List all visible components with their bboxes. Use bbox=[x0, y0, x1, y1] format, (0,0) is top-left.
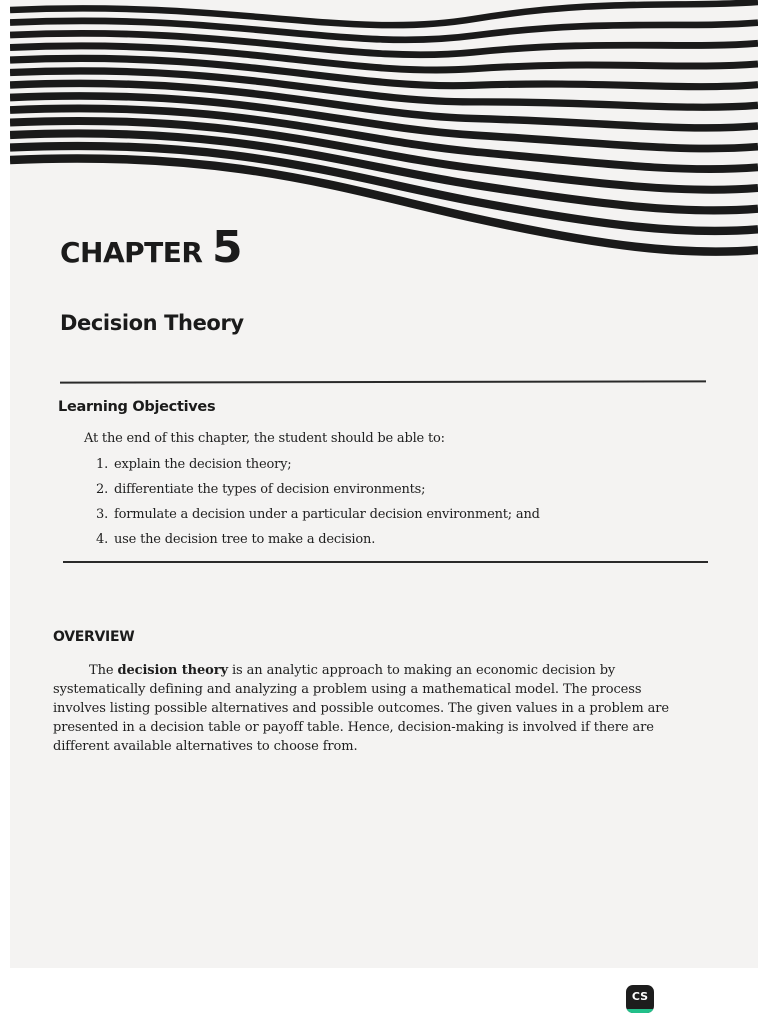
list-item bbox=[96, 532, 375, 547]
list-text: differentiate the types of decision environments; bbox=[114, 482, 426, 497]
key-term: decision theory bbox=[117, 663, 228, 678]
list-number: 3. bbox=[96, 507, 109, 522]
overview-heading: OVERVIEW bbox=[53, 629, 135, 645]
learning-objectives-intro: At the end of this chapter, the student should be able to: bbox=[84, 431, 445, 446]
overview-line: different available alternatives to choose from. bbox=[53, 739, 358, 754]
learning-objectives-heading: Learning Objectives bbox=[58, 399, 216, 415]
chapter-heading bbox=[60, 222, 243, 273]
chapter-title: Decision Theory bbox=[60, 311, 244, 335]
overview-line: systematically defining and analyzing a problem using a mathematical model. The process bbox=[53, 682, 642, 697]
list-text: formulate a decision under a particular decision environment; and bbox=[114, 507, 540, 522]
list-number: 1. bbox=[96, 457, 109, 472]
list-text: explain the decision theory; bbox=[114, 457, 292, 472]
divider bbox=[63, 561, 708, 563]
camscanner-icon bbox=[626, 985, 654, 1013]
divider bbox=[60, 380, 706, 383]
badge-label: CS bbox=[631, 990, 649, 1003]
overview-text: The bbox=[89, 663, 118, 678]
list-item bbox=[96, 507, 540, 522]
overview-line: presented in a decision table or payoff table. Hence, decision-making is involved if there are bbox=[53, 720, 654, 735]
list-number: 2. bbox=[96, 482, 109, 497]
chapter-number: 5 bbox=[212, 222, 243, 273]
list-number: 4. bbox=[96, 532, 109, 547]
chapter-label: CHAPTER bbox=[60, 236, 203, 269]
overview-text: is an analytic approach to making an economic decision by bbox=[227, 663, 616, 678]
overview-line: involves listing possible alternatives and possible outcomes. The given values in a problem are bbox=[53, 701, 669, 716]
book-page bbox=[10, 0, 758, 968]
list-item bbox=[96, 457, 291, 472]
badge-accent bbox=[626, 1009, 654, 1013]
overview-line bbox=[53, 663, 707, 678]
list-text: use the decision tree to make a decision. bbox=[114, 532, 376, 547]
list-item bbox=[96, 482, 425, 497]
